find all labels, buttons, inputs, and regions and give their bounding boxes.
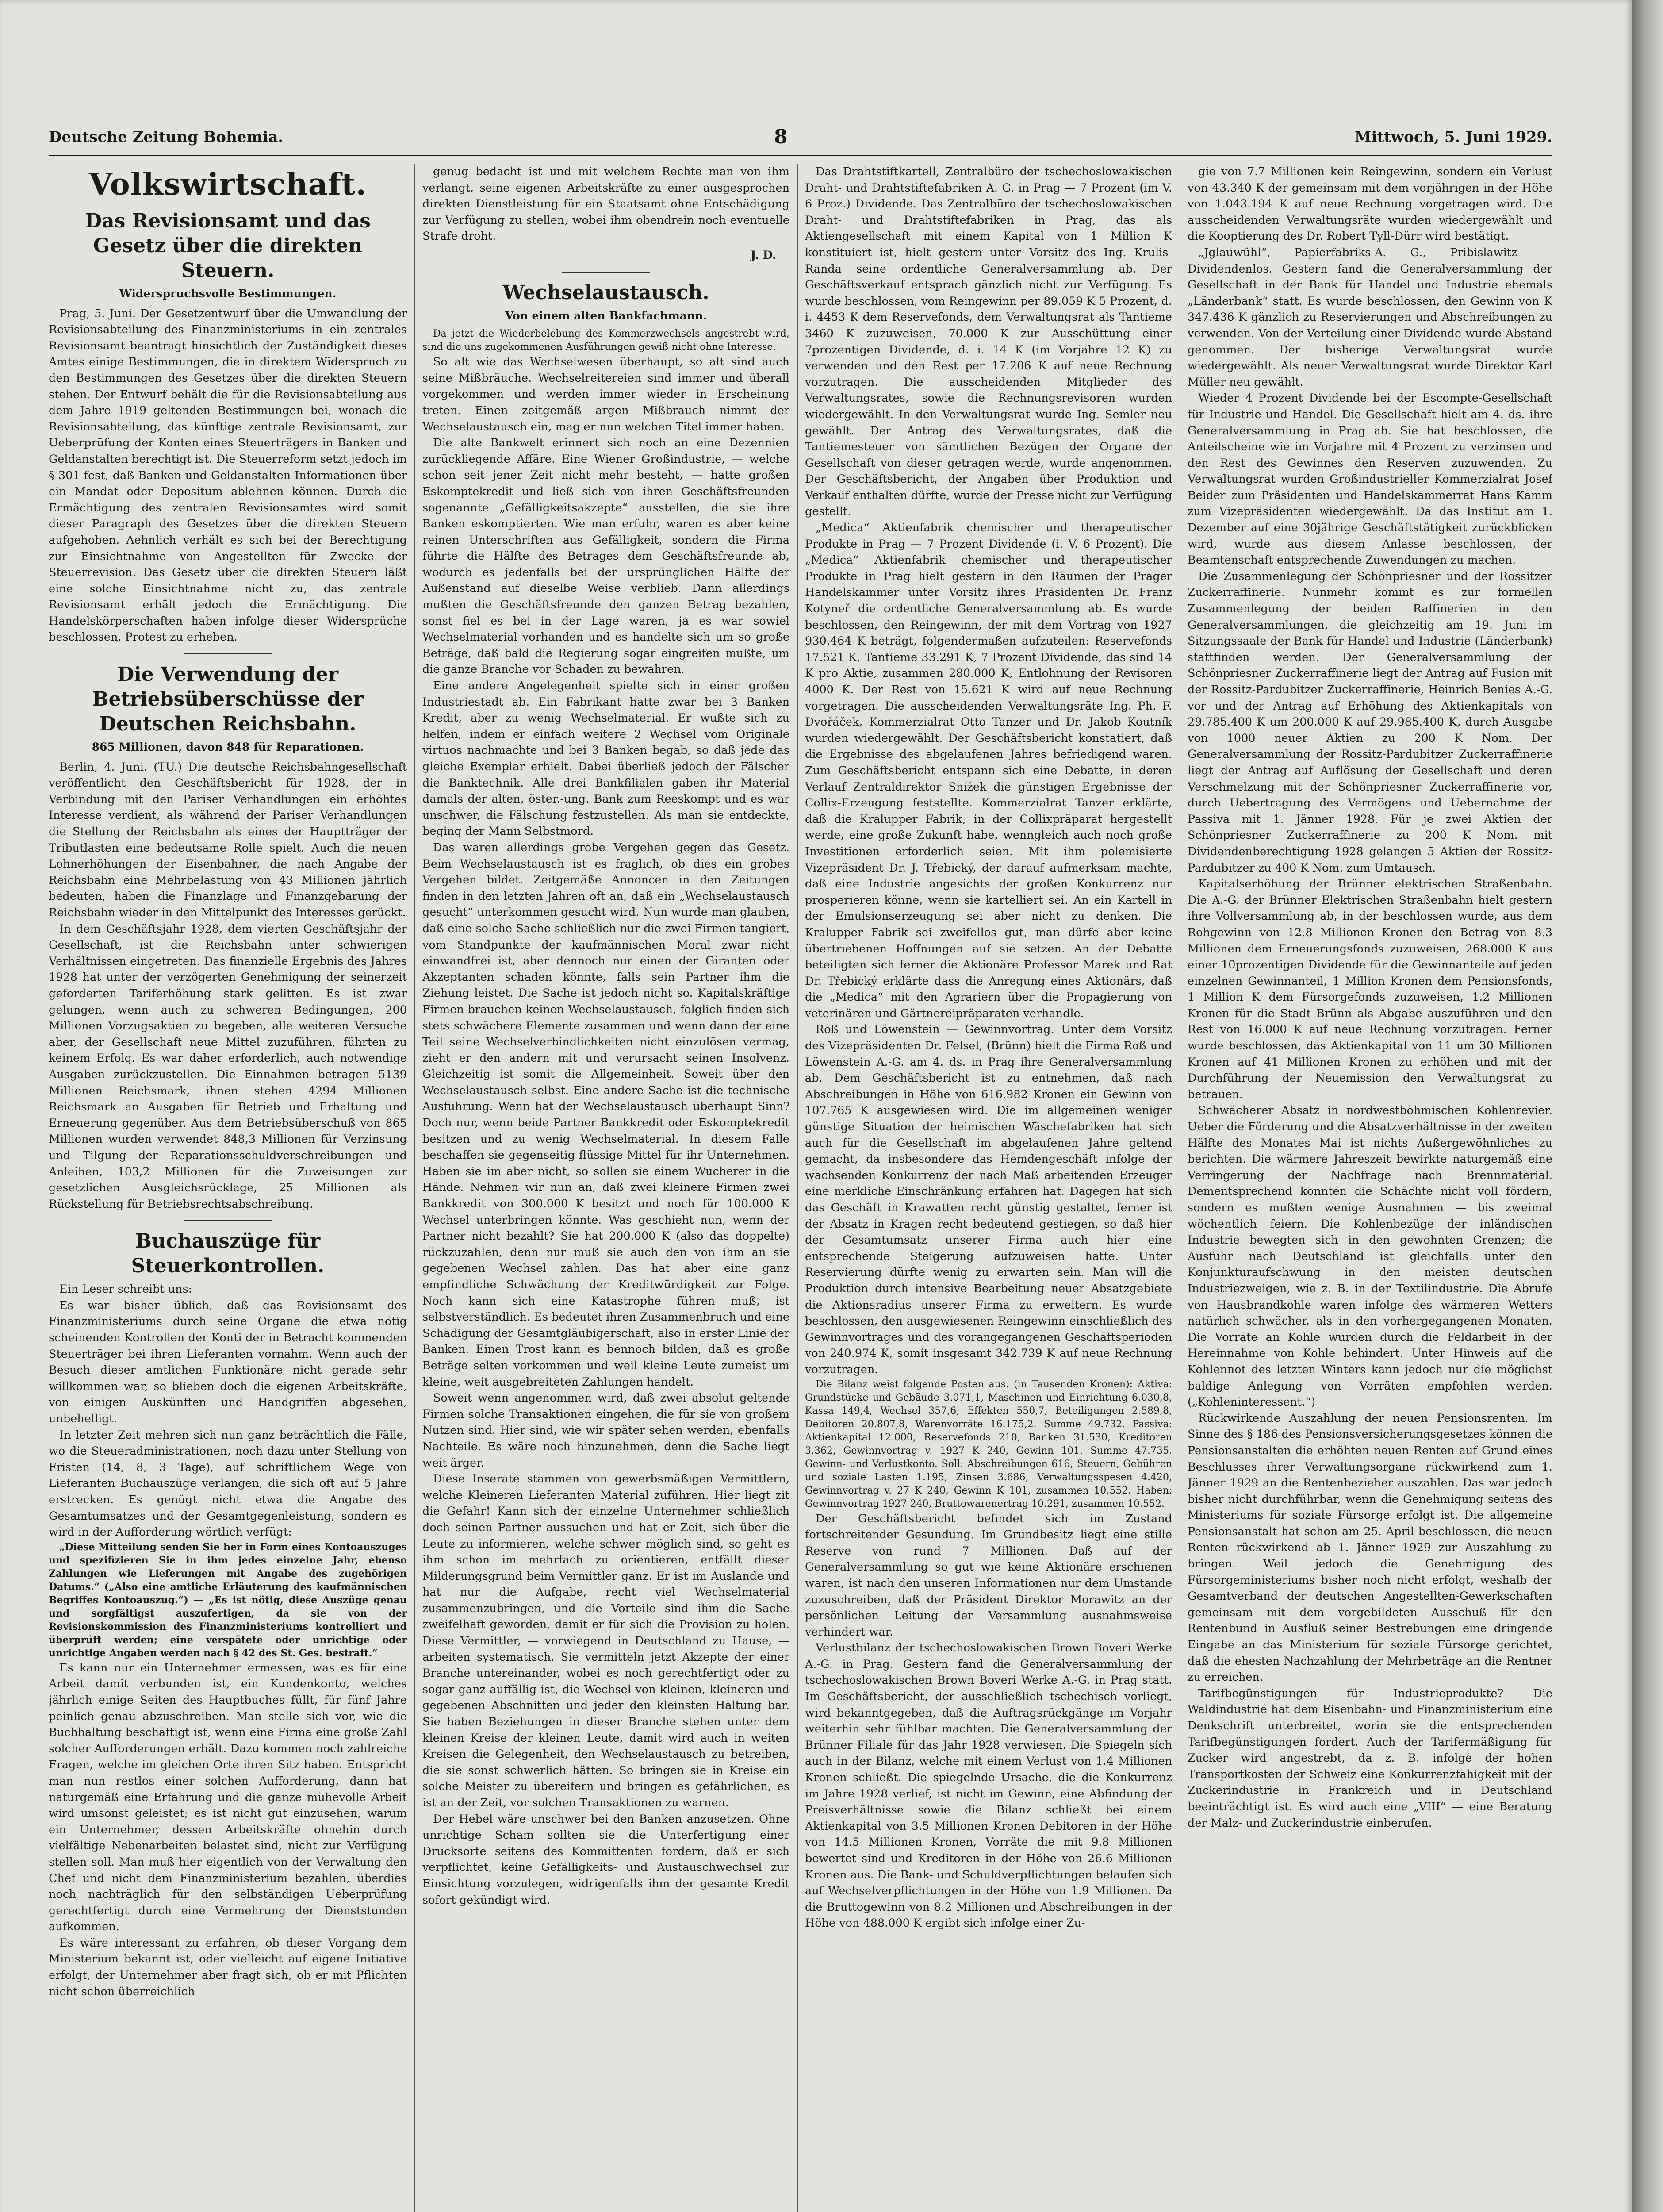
- news-item: Verlustbilanz der tschechoslowakischen Brown Boveri Werke A.-G. in Prag. Gestern fand die Generalversammlung der tschechoslowakischen Brown Boveri Werke A.-G. in Prag statt. Im Geschäftsbericht, der ausschließlich tschechisch vorliegt, wird bekanntgegeben, daß die Auftragsrückgänge im Vorjahr weiterhin sehr fühlbar machten. Die Generalversammlung der Brünner Filiale für das Jahr 1928 verwiesen. Die Spiegeln sich auch in der Bilanz, welche mit einem Verlust von 1.4 Millionen Kronen schließt. Die spiegelnde Ursache, die die Konkurrenz im Jahre 1928 verlief, ist nicht im Gewinn, eine Abfindung der Preisverhältnisse sowie die Bilanz schließt bei einem Aktienkapital von 3.5 Millionen Kronen Debitoren in der Höhe von 14.5 Millionen Kronen, Vorräte die mit 9.8 Millionen bewertet sind und Kreditoren in der Höhe von 26.6 Millionen Kronen aus. Die Bank- und Schuldverpflichtungen belaufen sich auf Wechselverpflichtungen in der Höhe von 1.9 Millionen. Da die Bruttogewinn von 8.2 Millionen und Abschreibungen in der Höhe von 488.000 K ergibt sich infolge einer Zu-: [805, 1641, 1172, 1930]
- article-paragraph: Diese Inserate stammen von gewerbsmäßigen Vermittlern, welche Kleineren Lieferanten Material zuführen. Hier liegt zit die Gefahr! Kann sich der einzelne Unternehmer schließlich doch seinen Partner aussuchen und hat er Zeit, sich über die Leute zu informieren, welche schwer möglich sind, so geht es ihm schon im mehrfach zu orientieren, entfällt dieser Milderungsgrund beim Vermittler ganz. Er ist im Auslande und hat nur die Aufgabe, recht viel Wechselmaterial zusammenzubringen, und die Vorteile sind ihm die Sache zweifelhaft geworden, damit er für sich die Provision zu holen. Diese Vermittler, — vorwiegend in Deutschland zu Hause, — arbeiten systematisch. Sie vermitteln jetzt Akzepte der einer Branche untereinander, wobei es noch gerechtfertigt oder zu sogar ganz auffällig ist, die Wechsel von kleinen, kleineren und gegebenen Abschnitten und jeder den kleinsten Haltung bar. Sie haben Beziehungen in dieser Branche stehen unter dem kleinen Kreise der kleinen Leute, damit wird auch in weiten Kreisen die Gelegenheit, den Wechselaustausch zu betreiben, die sie sonst schwerlich hätten. So bringen sie in Kreise ein solche Meister zu übereifern und bringen es gefährlichen, es ist an der Zeit, vor solchen Transaktionen zu warnen.: [422, 1472, 789, 1809]
- article-paragraph: Prag, 5. Juni. Der Gesetzentwurf über die Umwandlung der Revisionsabteilung des Finanzministeriums in ein zentrales Revisionsamt beantragt hinsichtlich der Zuständigkeit dieses Amtes einige Bestimmungen, die in direktem Widerspruch zu den Bestimmungen des Gesetzes über die direkten Steuern stehen. Der Entwurf behält die für die Revisionsabteilung aus dem Jahre 1919 geltenden Bestimmungen bei, wonach die Revisionsabteilung, das künftige zentrale Revisionsamt, zur Ueberprüfung der Konten eines Steuerträgers in Banken und Geldanstalten berechtigt ist. Die Steuerreform setzt jedoch im § 301 fest, daß Banken und Geldanstalten Informationen über ein Mandat oder Depositum ablehnen können. Durch die Ermächtigung des zentralen Revisionsamtes wird somit dieser Paragraph des Gesetzes über die direkten Steuern aufgehoben. Aehnlich verhält es sich bei der Berechtigung zur Einsichtnahme von Angestellten für Zwecke der Steuerrevision. Das Gesetz über die direkten Steuern läßt eine solche Einsichtnahme nicht zu, das zentrale Revisionsamt erhält jedoch die Ermächtigung. Die Handelskörperschaften haben infolge dieser Widersprüche beschlossen, Protest zu erheben.: [49, 307, 407, 644]
- section-title: Volkswirtschaft.: [88, 167, 367, 202]
- article-subtitle: Widerspruchsvolle Bestimmungen.: [119, 287, 337, 300]
- article-paragraph: Es wäre interessant zu erfahren, ob dieser Vorgang dem Ministerium bekannt ist, oder vielleicht auf eigene Initiative erfolgt, der Unternehmer aber fragt sich, ob er mit Pflichten nicht schon überreichlich: [49, 1936, 407, 1998]
- column-2: [422, 164, 789, 2212]
- news-item: Das Drahtstiftkartell, Zentralbüro der tschechoslowakischen Draht- und Drahtstiftefabriken A. G. in Prag — 7 Prozent (im V. 6 Proz.) Dividende. Das Zentralbüro der tschechoslowakischen Draht- und Drahtstiftefabriken in Prag, das als Aktiengesellschaft mit einem Kapital von 1 Million K konstituiert ist, hielt gestern unter Vorsitz des Ing. Krulis-Randa seine ordentliche Generalversammlung ab. Der Geschäftsverkauf entsprach gänzlich nicht zur Verfügung. Es wurde beschlossen, vom Reingewinn per 89.059 K 5 Prozent, d. i. 4453 K dem Reservefonds, dem Verwaltungsrat als Tantieme 3460 K zuzuweisen, 70.000 K zur Ausschüttung einer 7prozentigen Dividende, d. i. 14 K (im Vorjahre 12 K) zu verwenden und den Rest per 17.206 K auf neue Rechnung vorzutragen. Die ausscheidenden Mitglieder des Verwaltungsrates, sowie die Rechnungsrevisoren wurden wiedergewählt. In den Verwaltungsrat wurde Ing. Semler neu gewählt. Der Antrag des Verwaltungsrates, daß die Tantiemesteuer von sämtlichen Bezügen der Organe der Gesellschaft von dieser getragen werde, wurde angenommen. Der Geschäftsbericht, der Angaben über Produktion und Verkauf enthalten dürfte, wurde der Presse nicht zur Verfügung gestellt.: [805, 165, 1172, 518]
- article-title: Wechselaustausch.: [502, 281, 709, 304]
- article-paragraph: Es war bisher üblich, daß das Revisionsamt des Finanzministeriums durch seine Organe die etwa nötig scheinenden Kontrollen der Konti der in Betracht kommenden Steuerträger bei ihren Lieferanten vornahm. Wenn auch der Besuch dieser amtlichen Funktionäre nicht gerade sehr willkommen war, so blieben doch die eigenen Arbeitskräfte, von einigen Auskünften und Handgriffen abgesehen, unbehelligt.: [49, 1298, 407, 1426]
- separator: [562, 272, 650, 273]
- masthead: Deutsche Zeitung Bohemia.: [49, 128, 284, 146]
- column-rule: [797, 164, 798, 2212]
- column-rule: [414, 164, 415, 2212]
- news-item: Tarifbegünstigungen für Industrieprodukte? Die Waldindustrie hat dem Eisenbahn- und Finanzministerium eine Denkschrift unterbreitet, worin sie die entsprechenden Tarifbegünstigungen fordert. Auch der Tarifermäßigung für Zucker wird angestrebt, da z. B. infolge der hohen Transportkosten der Schweiz eine Konkurrenzfähigkeit mit der Zuckerindustrie in Frankreich und in Deutschland beeinträchtigt ist. Es wird auch eine „VIII“ — eine Beratung der Malz- und Zuckerindustrie einberufen.: [1188, 1686, 1552, 1830]
- article-paragraph: Es kann nur ein Unternehmer ermessen, was es für eine Arbeit damit verbunden ist, ein Kundenkonto, welches jährlich einige Seiten des Hauptbuches füllt, für fünf Jahre peinlich genau abzuschreiben. Man stelle sich vor, wie die Buchhaltung beschäftigt ist, wenn eine Firma eine große Zahl solcher Aufforderungen erhält. Dazu kommen noch zahlreiche Fragen, welche im gleichen Orte ihren Sitz haben. Entspricht man nun restlos einer solchen Aufforderung, dann hat naturgemäß eine Erfahrung und die ganze mühevolle Arbeit wird umsonst geleistet; es ist nicht gut einzusehen, warum ein Unternehmer, dessen Arbeitskräfte ohnehin durch vielfältige Nebenarbeiten belastet sind, nicht zur Verfügung stellen soll. Man muß hier eigentlich von der Verwaltung den Chef und nicht dem Finanzministerium bezahlen, überdies noch nachträglich für den selbständigen Ueberprüfung gerechtfertigt durch eine Vermehrung der Dienststunden aufkommen.: [49, 1661, 407, 1934]
- article-paragraph: Der Hebel wäre unschwer bei den Banken anzusetzen. Ohne unrichtige Scham sollten sie die Unterfertigung einer Drucksorte seitens des Kommittenten fordern, daß er sich verpflichtet, keine Gefälligkeits- und Austauschwechsel zur Einsichtung vorzulegen, widrigenfalls ihm der gesamte Kredit sofort gekündigt wird.: [422, 1812, 789, 1907]
- article-subtitle: Von einem alten Bankfachmann.: [505, 309, 707, 322]
- author-signature: J. D.: [751, 248, 776, 262]
- news-item: Kapitalserhöhung der Brünner elektrischen Straßenbahn. Die A.-G. der Brünner Elektrischen Straßenbahn hielt gestern ihre Vollversammlung ab, in der beschlossen wurde, aus dem Rohgewinn von 12.8 Millionen Kronen den Betrag von 8.3 Millionen dem Erneuerungsfonds zuzuweisen, 268.000 K aus einer 10prozentigen Dividende für die Gewinnanteile auf jeden einzelnen Gewinnanteil, 1 Million Kronen dem Pensionsfonds, 1 Million K dem Fürsorgefonds zuzuweisen, 1.2 Millionen Kronen für die Stadt Brünn als Abgabe auszuführen und den Rest von 16.000 K auf neue Rechnung vorzutragen. Ferner wurde beschlossen, das Aktienkapital von 11 um 30 Millionen Kronen auf 41 Millionen Kronen zu erhöhen und mit der Durchführung der Neuemission den Verwaltungsrat zu betrauen.: [1188, 877, 1552, 1101]
- article-paragraph: genug bedacht ist und mit welchem Rechte man von ihm verlangt, seine eigenen Arbeitskräfte zu einer ausgesprochen direkten Dienstleistung für ein Staatsamt ohne Entschädigung zur Verfügung zu stellen, wobei ihm obendrein noch eventuelle Strafe droht.: [422, 165, 789, 243]
- article-title: Buchauszüge für Steuerkontrollen.: [131, 1230, 325, 1278]
- article-paragraph: Das waren allerdings grobe Vergehen gegen das Gesetz. Beim Wechselaustausch ist es fraglich, ob dies ein grobes Vergehen bildet. Zeitgemäße Annoncen in den Zeitungen finden in den letzten Jahren oft an, daß ein „Wechselaustausch gesucht“ unterkommen gesucht wird. Nun wurde man glauben, daß eine solche Sache schließlich nur die zwei Firmen tangiert, vom Standpunkte der kaufmännischen Moral zwar nicht einwandfrei ist, aber dennoch nur einen der Giranten oder Akzeptanten schaden könnte, falls sein Partner ihm die Ziehung leistet. Die Sache ist jedoch nicht so. Kapitalskräftige Firmen brauchen keinen Wechselaustausch, folglich finden sich stets schwächere Elemente zusammen und wenn dann der eine Teil seine Wechselverbindlichkeiten nicht einzulösen vermag, zieht er den andern mit und verursacht seinen Insolvenz. Gleichzeitig ist somit die Allgemeinheit. Soweit über den Wechselaustausch selbst. Eine andere Sache ist die technische Ausführung. Wenn hat der Wechselaustausch überhaupt Sinn? Doch nur, wenn beide Partner Bankkredit oder Eskomptekredit besitzen und zu wenig Wechselmaterial. In diesem Falle beschaffen sie gegenseitig flüssige Mittel für ihr Unternehmen. Haben sie im aber nicht, so sollen sie einem Wucherer in die Hände. Nehmen wir nun an, daß zwei kleinere Firmen zwei Bankkredit von 300.000 K besitzt und noch für 100.000 K Wechsel unterbringen könnte. Was geschieht nun, wenn der Partner nicht bezahlt? Sie hat 200.000 K (also das doppelte) rückzuzahlen, denn nur muß sie auch den von ihm an sie gegebenen Wechsel zahlen. Das hat aber eine ganz empfindliche Schwächung der Kreditwürdigkeit zur Folge. Noch kann sich eine Katastrophe führen muß, ist selbstverständlich. Es bedeutet ihren Zusammenbruch und eine Schädigung der Gesamtgläubigerschaft, also in erster Linie der Banken. Einen Trost kann es bennoch bilden, daß es große Beträge selten vorkommen und weil kleine Leute zumeist um kleine, weit ausgebreiteten Zahlungen handelt.: [422, 841, 789, 1389]
- article-paragraph: In letzter Zeit mehren sich nun ganz beträchtlich die Fälle, wo die Steueradministrationen, noch dazu unter Stellung von Fristen (14, 8, 3 Tage), auf schriftlichem Wege von Lieferanten Buchauszüge verlangen, die sich oft auf 5 Jahre erstrecken. Es genügt nicht etwa die Angabe des Gesamtumsatzes und der Gesamtgegenleistung, sondern es wird in der Aufforderung wörtlich verfügt:: [49, 1428, 407, 1539]
- article-paragraph: So alt wie das Wechselwesen überhaupt, so alt sind auch seine Mißbräuche. Wechselreitereien sind immer und überall vorgekommen und werden immer wieder in Erscheinung treten. Einen zeitgemäß argen Mißbrauch nimmt der Wechselaustausch ein, mag er nun welchen Titel immer haben.: [422, 355, 789, 434]
- article-title: Die Verwendung der Betriebsüberschüsse der Deutschen Reichsbahn.: [92, 663, 364, 736]
- news-item: „Medica“ Aktienfabrik chemischer und therapeutischer Produkte in Prag — 7 Prozent Dividende (i. V. 6 Prozent). Die „Medica“ Aktienfabrik chemischer und therapeutischer Produkte in Prag hielt gestern in den Räumen der Prager Handelskammer unter Vorsitz ihres Präsidenten Dr. Franz Kotyneř die ordentliche Generalversammlung ab. Es wurde beschlossen, den Reingewinn, der mit dem Vortrag von 1927 930.464 K beträgt, folgendermaßen aufzuteilen: Reservefonds 17.521 K, Tantieme 33.291 K, 7 Prozent Dividende, das sind 14 K pro Aktie, zusammen 280.000 K, Entlohnung der Revisoren 4000 K. Der Rest von 15.621 K wird auf neue Rechnung vorgetragen. Die ausscheidenden Verwaltungsräte Ing. Ph. F. Dvořáček, Kommerzialrat Otto Tanzer und Dr. Jakob Koutník wurden wiedergewählt. Der Geschäftsbericht konstatiert, daß die Ergebnisse des abgelaufenen Jahres befriedigend waren. Zum Geschäftsbericht entspann sich eine Debatte, in deren Verlauf Zentraldirektor Snížek die günstigen Ergebnisse der Collix-Erzeugung feststellte. Kommerzialrat Tanzer erklärte, daß die Kralupper Fabrik, in der Collixpräparat hergestellt werde, eine große Zukunft habe, wenngleich auch noch große Investitionen erforderlich seien. Mit ihm polemisierte Vizepräsident Dr. J. Třebický, der darauf aufmerksam machte, daß eine Industrie angesichts der großen Konkurrenz nur prosperieren könne, wenn sie kartelliert sei. An ein Kartell in der Emulsionserzeugung sei aber nicht zu denken. Die Kralupper Fabrik sei zweifellos gut, man dürfe aber keine übertriebenen Hoffnungen auf sie setzen. An der Debatte beteiligten sich ferner die Aktionäre Professor Marek und Rat Dr. Třebický erklärte dass die Anregung eines Aktionärs, daß die „Medica“ mit den Agrariern über die Propagierung von veterinären und Gärtnereipräparaten verhandle.: [805, 521, 1172, 1020]
- article-paragraph: Soweit wenn angenommen wird, daß zwei absolut geltende Firmen solche Transaktionen eingehen, die für sie von großem Nutzen sind. Hier sind, wie wir später sehen werden, ebenfalls Nachteile. Es wäre noch hinzunehmen, denn die Sache liegt weit ärger.: [422, 1391, 789, 1470]
- article-paragraph: Berlin, 4. Juni. (TU.) Die deutsche Reichsbahngesellschaft veröffentlicht den Geschäftsbericht für 1928, der in Verbindung mit den Pariser Verhandlungen ein erhöhtes Interesse verdient, als während der Pariser Verhandlungen die Stellung der Reichsbahn als eines der Hauptträger der Tributlasten eine bedeutsame Rolle spielt. Auch die neuen Lohnerhöhungen der Eisenbahner, die nach Angabe der Reichsbahn eine Mehrbelastung von 43 Millionen jährlich bedeuten, haben die Finanzlage und Finanzgebarung der Reichsbahn wieder in den Mittelpunkt des Interesses gerückt.: [49, 760, 407, 919]
- article-paragraph: In dem Geschäftsjahr 1928, dem vierten Geschäftsjahr der Gesellschaft, ist die Reichsbahn unter schwierigen Verhältnissen eingetreten. Das finanzielle Ergebnis des Jahres 1928 hat unter der verzögerten Genehmigung der seinerzeit geforderten Tariferhöhung stark gelitten. Es ist zwar gelungen, wenn auch zu schweren Bedingungen, 200 Millionen Vorzugsaktien zu begeben, alle weiteren Versuche aber, der Gesellschaft neue Mittel zuzuführen, führten zu keinem Erfolg. Es war daher erforderlich, auch notwendige Ausgaben zurückzustellen. Die Einnahmen betragen 5139 Millionen Reichsmark, ihnen stehen 4294 Millionen Reichsmark an Ausgaben für Betrieb und Erhaltung und Erneuerung gegenüber. Aus dem Betriebsüberschuß von 865 Millionen wurden verwendet 848,3 Millionen für Verzinsung und Tilgung der Reparationsschuldverschreibungen und Anleihen, 103,2 Millionen für die Zuweisungen zur gesetzlichen Ausgleichsrücklage, 25 Millionen als Rückstellung für Betriebsrechtsabschreibung.: [49, 922, 407, 1211]
- issue-date: Mittwoch, 5. Juni 1929.: [1354, 128, 1552, 146]
- column-4: [1188, 164, 1552, 2212]
- news-item: Wieder 4 Prozent Dividende bei der Escompte-Gesellschaft für Industrie und Handel. Die Gesellschaft hielt am 4. ds. ihre Generalversammlung in Prag ab. Sie hat beschlossen, die Anteilscheine wie im Vorjahre mit 4 Prozent zu verzinsen und den Rest des Gewinnes den Reserven zuzuwenden. Zu Verwaltungsrat wurden Großindustrieller Kommerzialrat Josef Beider zum Präsidenten und Handelskammerrat Hans Kamm zum Vizepräsidenten wiedergewählt. Da das Institut am 1. Dezember auf eine 30jährige Geschäftstätigkeit zurückblicken wird, wurde aus diesem Anlasse beschlossen, der Beamtenschaft entsprechende Zuwendungen zu machen.: [1188, 392, 1552, 567]
- separator: [184, 1220, 272, 1221]
- editor-note: Da jetzt die Wiederbelebung des Kommerzwechsels angestrebt wird, sind die uns zugekommenen Ausführungen gewiß nicht ohne Interesse.: [422, 328, 789, 353]
- column-1: [49, 164, 407, 2212]
- article-paragraph: Eine andere Angelegenheit spielte sich in einer großen Industriestadt ab. Ein Fabrikant hatte zwar bei 3 Banken Kredit, aber zu wenig Wechselmaterial. Er wußte sich zu helfen, indem er einfach weitere 2 Wechsel vom Originale virtuos nachmachte und bei 3 Banken begab, so daß jede das gleiche Exemplar erhielt. Dabei überließ jedoch der Fälscher die Banktechnik. Alle drei Bankfilialen gaben ihr Material damals der alten, öster.-ung. Bank zum Reeskompt und es war unschwer, die Fälschung festzustellen. Als man sie entdeckte, beging der Mann Selbstmord.: [422, 679, 789, 838]
- article-paragraph: Ein Leser schreibt uns:: [59, 1283, 192, 1296]
- quoted-passage: „Diese Mitteilung senden Sie her in Form eines Kontoauszuges und spezifizieren Sie in ihm jedes einzelne Jahr, ebenso Zahlungen wie Lieferungen mit Angabe des zugehörigen Datums.“ („Also eine amtliche Erläuterung des kaufmännischen Begriffes Kontoauszug.“) — „Es ist nötig, diese Auszüge genau und sorgfältigst auszufertigen, da sie von der Revisionskommission des Finanzministeriums kontrolliert und überprüft werden; eine verspätete oder unrichtige oder unrichtige Angaben werden nach § 42 des St. Ges. bestraft.“: [49, 1541, 407, 1659]
- article-paragraph: Die alte Bankwelt erinnert sich noch an eine Dezennien zurückliegende Affäre. Eine Wiener Großindustrie, — welche schon seit jener Zeit nicht mehr besteht, — hatte großen Eskomptekredit und ließ sich von ihren Geschäftsfreunden sogenannte „Gefälligkeitsakzepte“ ausstellen, die sie ihre Banken eskomptierten. Wie man erfuhr, waren es aber keine reinen Unterschriften aus Gefälligkeit, sondern die Firma führte die Hälfte des Betrages dem Geschäftsfreunde ab, wodurch es jedenfalls bei der ursprünglichen Hälfte der Außenstand auf dieselbe Weise verblieb. Dann allerdings mußten die Geschäftsfreunde den ganzen Betrag bezahlen, sonst fiel es bei in der Lage waren, ja es war sowiel Wechselmaterial vorhanden und es handelte sich um so große Beträge, daß bald die Regierung sogar eingreifen mußte, um die ganze Branche vor Schaden zu bewahren.: [422, 436, 789, 676]
- news-item: „Jglauwühl“, Papierfabriks-A. G., Pribislawitz — Dividendenlos. Gestern fand die Generalversammlung der Gesellschaft in der Bank für Handel und Industrie ehemals „Länderbank“ statt. Es wurde beschlossen, den Gewinn von K 347.436 K gänzlich zu Reservierungen und Abschreibungen zu verwenden. Von der Verteilung einer Dividende wurde Abstand genommen. Der bisherige Verwaltungsrat wurde wiedergewählt. Als neuer Verwaltungsrat wurde Direktor Karl Müller neu gewählt.: [1188, 246, 1552, 389]
- article-title: Das Revisionsamt und das Gesetz über die direkten Steuern.: [84, 210, 371, 282]
- news-item: Rückwirkende Auszahlung der neuen Pensionsrenten. Im Sinne des § 186 des Pensionsversicherungsgesetzes können die Pensionsanstalten die erhöhten neuen Renten auf Grund eines Beschlusses ihrer Verwaltungsorgane rückwirkend zum 1. Jänner 1929 an die Rentenbezieher auszahlen. Das war jedoch bisher nicht durchführbar, wenn die Genehmigung seitens des Ministeriums für soziale Fürsorge erfolgt ist. Die allgemeine Pensionsanstalt hat schon am 25. April beschlossen, die neuen Renten rückwirkend ab 1. Jänner 1929 zur Auszahlung zu bringen. Weil jedoch die Genehmigung des Fürsorgeministeriums bisher noch nicht erfolgt, weshalb der Gesamtverband der deutschen Angestellten-Gewerkschaften gemeinsam mit dem vorgebildeten Ausschuß für den Rentenbund in Ausfluß seiner Bestrebungen eine dringende Eingabe an das Ministerium für soziale Fürsorge gerichtet, daß die ehesten Nachzahlung der Mehrbeträge an die Rentner zu erreichen.: [1188, 1411, 1552, 1684]
- news-item: Die Zusammenlegung der Schönpriesner und der Rossitzer Zuckerraffinerie. Nunmehr kommt es zur formellen Zusammenlegung der beiden Raffinerien in den Generalversammlungen, die gleichzeitig am 19. Juni im Sitzungssaale der Bank für Handel und Industrie (Länderbank) stattfinden werden. Der Generalversammlung der Schönpriesner Zuckerraffinerie liegt der Antrag auf Fusion mit der Rossitz-Pardubitzer Zuckerraffinerie, Heinrich Benies A.-G. vor und der Antrag auf Erhöhung des Aktienkapitals von 29.785.400 K um 200.000 K auf 29.985.400 K, durch Ausgabe von 1000 neuer Aktien zu 200 K Nom. Der Generalversammlung der Rossitz-Pardubitzer Zuckerraffinerie liegt der Antrag auf Auflösung der Gesellschaft und deren Verschmelzung mit der Schönpriesner Zuckerraffinerie vor, durch Uebertragung des Vermögens und Uebernahme der Passiva mit 1. Jänner 1928. Für je zwei Aktien der Schönpriesner Zuckerraffinerie zu 200 K Nom. mit Dividendenberechtigung 1928 gelangen 5 Aktien der Rossitz-Pardubitzer zu 400 K Nom. zum Umtausch.: [1188, 569, 1552, 875]
- header-rule: [49, 154, 1552, 156]
- news-item: gie von 7.7 Millionen kein Reingewinn, sondern ein Verlust von 43.340 K der gemeinsam mit dem vorjährigen in der Höhe von 1.043.194 K auf neue Rechnung vorgetragen wird. Die ausscheidenden Verwaltungsräte wurden wiedergewählt und die Kooptierung des Dr. Robert Tyll-Dürr wird bestätigt.: [1188, 165, 1552, 243]
- page-number: 8: [774, 126, 788, 148]
- news-item: Der Geschäftsbericht befindet sich im Zustand fortschreitender Gesundung. Im Grundbesitz liegt eine stille Reserve von rund 7 Millionen. Daß auf der Generalversammlung so gut wie keine Aktionäre erschienen waren, ist nach den unseren Informationen nur dem Umstande zuzuschreiben, daß der Präsident Direktor Morawitz an der persönlichen Leitung der Versammlung ausnahmsweise verhindert war.: [805, 1512, 1172, 1639]
- page-header: [49, 128, 1552, 155]
- balance-sheet: Die Bilanz weist folgende Posten aus. (in Tausenden Kronen): Aktiva: Grundstücke und Gebäude 3.071,1, Maschinen und Einrichtung 6.030,8, Kassa 149,4, Wechsel 357,6, Effekten 550,7, Beteiligungen 2.589,8, Debitoren 20.807,8, Warenvorräte 16.175,2. Summe 49.732. Passiva: Aktienkapital 12.000, Reservefonds 210, Banken 31.530, Kreditoren 3.362, Gewinnvortrag v. 1927 K 240, Gewinn 101. Summe 47.735. Gewinn- und Verlustkonto. Soll: Abschreibungen 616, Steuern, Gebühren und soziale Lasten 1.195, Zinsen 3.686, Verwaltungsspesen 4.420, Gewinnvortrag v. 27 K 240, Gewinn K 101, zusammen 10.552. Haben: Gewinnvortrag 1927 240, Bruttowarenertrag 10.291, zusammen 10.552.: [805, 1379, 1172, 1509]
- news-item: Schwächerer Absatz in nordwestböhmischen Kohlenrevier. Ueber die Förderung und die Absatzverhältnisse in der zweiten Hälfte des Monates Mai ist nichts Außergewöhnliches zu berichten. Die wärmere Jahreszeit bewirkte naturgemäß eine Verringerung der Nachfrage nach Brennmaterial. Dementsprechend konnten die Schächte nicht voll fördern, sondern es mußten wenige Ausnahmen — bis zweimal wöchentlich feiern. Die Kohlenbezüge der inländischen Industrie bewegten sich in den gewohnten Grenzen; die Ausfuhr nach Deutschland ist gleichfalls unter den Konjunkturaufschwung in den meisten deutschen Industriezweigen, wie z. B. in der Textilindustrie. Die Abrufe von Hausbrandkohle waren infolge des wärmeren Wetters natürlich schwächer, als in den vorhergegangenen Monaten. Die Vorräte an Kohle wurden durch die Feldarbeit in der Hereinnahme von Kohle behindert. Unter Hinweis auf die Kohlennot des letzten Winters kann jedoch nur die möglichst baldige Anlegung von Vorräten empfohlen werden. („Kohleninteressent.“): [1188, 1104, 1552, 1409]
- adjacent-page-edge: [1632, 0, 1663, 2212]
- article-subtitle: 865 Millionen, davon 848 für Reparationen.: [92, 741, 364, 754]
- column-3: [805, 164, 1172, 2212]
- news-item: Roß und Löwenstein — Gewinnvortrag. Unter dem Vorsitz des Vizepräsidenten Dr. Felsel, (Brünn) hielt die Firma Roß und Löwenstein A.-G. am 4. ds. in Prag ihre Generalversammlung ab. Dem Geschäftsbericht ist zu entnehmen, daß nach Abschreibungen in Höhe von 616.982 Kronen ein Gewinn von 107.765 K ausgewiesen wird. Die im allgemeinen weniger günstige Situation der heimischen Wäschefabriken hat sich auch für die Gesellschaft im abgelaufenen Jahre geltend gemacht, da insbesondere das Hemdengeschäft infolge der wachsenden Konkurrenz der nach Maß arbeitenden Erzeuger eine merkliche Einschränkung erfahren hat. Dagegen hat sich das Geschäft in Krawatten recht günstig gestaltet, ferner ist der Absatz in Kragen recht bedeutend gestiegen, so daß hier der Gesamtumsatz unserer Firma auch hier eine entsprechende Steigerung aufzuweisen hatte. Unter Reservierung dürfte wenig zu erwarten sein. Man will die Produktion durch intensive Bearbeitung neuer Absatzgebiete die Aktionsradius unserer Firma zu erweitern. Es wurde beschlossen, den ausgewiesenen Reingewinn einschließlich des Gewinnvortrages und des vorangegangenen Geschäftsperioden von 240.974 K, somit insgesamt 342.739 K auf neue Rechnung vorzutragen.: [805, 1023, 1172, 1376]
- separator: [184, 653, 272, 654]
